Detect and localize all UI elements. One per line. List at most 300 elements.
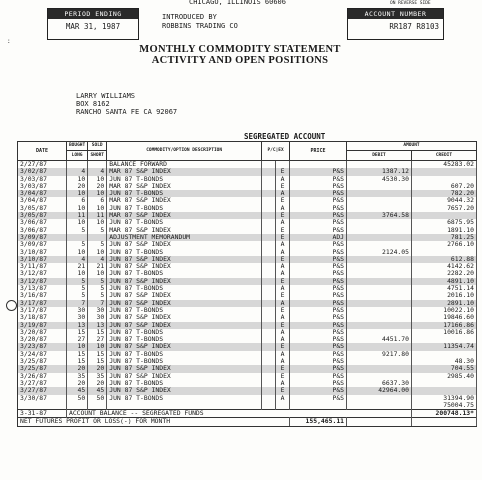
cell-debit (347, 292, 412, 299)
cell-long: 20 (66, 380, 87, 387)
cell-credit (411, 212, 476, 219)
cell-short: 7 (88, 300, 107, 307)
table-row (18, 387, 477, 394)
cell-price: P&S (290, 351, 347, 358)
cell-long: 15 (66, 358, 87, 365)
balance-desc: ACCOUNT BALANCE -- SEGREGATED FUNDS (66, 410, 411, 418)
cell-date: 3/13/87 (18, 285, 67, 292)
cell-ex (276, 161, 290, 169)
cell-long: 5 (66, 227, 87, 234)
period-box (47, 8, 139, 40)
cell-desc: JUN 87 T-BONDS (107, 380, 262, 387)
cell-desc: JUN 87 T-BONDS (107, 351, 262, 358)
cell-debit: 6637.30 (347, 380, 412, 387)
cell-credit: 10016.86 (411, 329, 476, 336)
cell-price: P&S (290, 256, 347, 263)
cell-pc (262, 278, 276, 285)
cell-debit (347, 329, 412, 336)
cell-pc (262, 395, 276, 402)
cell-long: 7 (66, 300, 87, 307)
cell-short (88, 161, 107, 169)
cell-debit (347, 161, 412, 169)
cell-ex: A (276, 263, 290, 270)
col-pcex: P/C|EX (262, 142, 290, 161)
cell-date: 3/11/87 (18, 263, 67, 270)
cell-desc: JUN 87 T-BONDS (107, 249, 262, 256)
cell-desc: JUN 87 S&P INDEX (107, 314, 262, 321)
cell-desc: BALANCE FORWARD (107, 161, 262, 169)
introducer-name: ROBBINS TRADING CO (162, 22, 238, 30)
cell-price: P&S (290, 300, 347, 307)
cell-credit: 704.55 (411, 365, 476, 372)
cell-ex: A (276, 241, 290, 248)
cell-desc: JUN 87 S&P INDEX (107, 387, 262, 394)
cell-date: 3/06/87 (18, 219, 67, 226)
cell-price: P&S (290, 314, 347, 321)
cell-date: 3/04/87 (18, 197, 67, 204)
reverse-note: ON REVERSE SIDE (390, 1, 431, 6)
cell-price (290, 161, 347, 169)
statement-rows (18, 161, 477, 410)
cell-ex: E (276, 168, 290, 175)
cell-desc: JUN 87 T-BONDS (107, 285, 262, 292)
cell-credit (411, 176, 476, 183)
cell-long (66, 234, 87, 241)
table-row (18, 322, 477, 329)
cell-desc: JUN 87 T-BONDS (107, 307, 262, 314)
cell-debit (347, 197, 412, 204)
cell-long: 45 (66, 387, 87, 394)
cell-desc: JUN 87 T-BONDS (107, 395, 262, 402)
balance-date: 3-31-87 (18, 410, 67, 418)
cell-date: 3/05/87 (18, 205, 67, 212)
cell-pc (262, 307, 276, 314)
cell-desc: JUN 87 S&P INDEX (107, 263, 262, 270)
cell-credit (411, 380, 476, 387)
cell-debit: 42964.00 (347, 387, 412, 394)
cell-desc: MAR 87 S&P INDEX (107, 168, 262, 175)
table-row (18, 205, 477, 212)
cell-credit (411, 387, 476, 394)
cell-short: 5 (88, 227, 107, 234)
cell-pc (262, 292, 276, 299)
cell-short: 10 (88, 219, 107, 226)
cell-pc (262, 249, 276, 256)
cell-debit (347, 183, 412, 190)
table-row (18, 336, 477, 343)
cell-debit: 3764.58 (347, 212, 412, 219)
cell-long: 5 (66, 241, 87, 248)
cell-desc (107, 402, 262, 410)
cell-credit: 607.20 (411, 183, 476, 190)
cell-pc (262, 256, 276, 263)
col-amount: AMOUNT (347, 142, 477, 151)
cell-ex: A (276, 380, 290, 387)
mailing-address (76, 92, 177, 116)
cell-price: P&S (290, 373, 347, 380)
cell-debit (347, 263, 412, 270)
cell-pc (262, 205, 276, 212)
table-row (18, 395, 477, 402)
cell-desc: JUN 87 T-BONDS (107, 329, 262, 336)
cell-debit (347, 307, 412, 314)
cell-debit (347, 205, 412, 212)
section-title: SEGREGATED ACCOUNT (244, 132, 326, 141)
cell-ex: E (276, 197, 290, 204)
cell-short: 10 (88, 190, 107, 197)
table-row (18, 197, 477, 204)
cell-ex: A (276, 336, 290, 343)
cell-long: 27 (66, 336, 87, 343)
cell-debit (347, 343, 412, 350)
cell-desc: ADJUSTMENT MEMORANDUM (107, 234, 262, 241)
cell-ex: E (276, 373, 290, 380)
cell-short: 15 (88, 358, 107, 365)
cell-pc (262, 300, 276, 307)
col-description: COMMODITY/OPTION DESCRIPTION (107, 142, 262, 161)
cell-desc: JUN 87 T-BONDS (107, 219, 262, 226)
cell-credit: 2766.10 (411, 241, 476, 248)
cell-credit: 9044.32 (411, 197, 476, 204)
cell-date: 3/30/87 (18, 395, 67, 402)
cell-short: 20 (88, 183, 107, 190)
cell-price: P&S (290, 365, 347, 372)
cell-price: P&S (290, 380, 347, 387)
table-row (18, 234, 477, 241)
col-date: DATE (18, 142, 67, 161)
cell-price: P&S (290, 285, 347, 292)
cell-credit: 75004.75 (411, 402, 476, 410)
cell-pc (262, 263, 276, 270)
cell-short: 10 (88, 205, 107, 212)
cell-price: P&S (290, 343, 347, 350)
title-line1: MONTHLY COMMODITY STATEMENT (139, 44, 341, 55)
cell-short: 30 (88, 307, 107, 314)
cell-desc: JUN 87 T-BONDS (107, 358, 262, 365)
cell-long: 10 (66, 343, 87, 350)
cell-date: 3/09/87 (18, 234, 67, 241)
cell-date: 3/18/87 (18, 314, 67, 321)
cell-pc (262, 322, 276, 329)
cell-date: 3/27/87 (18, 387, 67, 394)
cell-short: 10 (88, 343, 107, 350)
cell-price: P&S (290, 168, 347, 175)
cell-price: P&S (290, 190, 347, 197)
table-row (18, 285, 477, 292)
cell-price: ADJ (290, 234, 347, 241)
cell-date: 3/24/87 (18, 351, 67, 358)
table-row (18, 402, 477, 410)
cell-short: 10 (88, 249, 107, 256)
cell-short (88, 402, 107, 410)
cell-debit (347, 395, 412, 402)
cell-debit (347, 365, 412, 372)
cell-ex: A (276, 249, 290, 256)
cell-short: 4 (88, 256, 107, 263)
cell-debit (347, 241, 412, 248)
col-long: LONG (66, 151, 87, 161)
cell-long: 4 (66, 256, 87, 263)
cell-desc: JUN 87 S&P INDEX (107, 278, 262, 285)
table-row (18, 380, 477, 387)
cell-desc: JUN 87 T-BONDS (107, 270, 262, 277)
cell-ex: A (276, 314, 290, 321)
cell-credit: 48.30 (411, 358, 476, 365)
cell-price: P&S (290, 183, 347, 190)
table-row (18, 168, 477, 175)
cell-date: 3/20/87 (18, 336, 67, 343)
table-row (18, 219, 477, 226)
cell-long: 20 (66, 365, 87, 372)
cell-ex: E (276, 227, 290, 234)
cell-debit (347, 314, 412, 321)
cell-debit (347, 402, 412, 410)
cell-pc (262, 380, 276, 387)
tick-mark: : (7, 38, 11, 45)
cell-long: 5 (66, 278, 87, 285)
address-city: RANCHO SANTA FE CA 92067 (76, 108, 178, 116)
cell-ex: A (276, 219, 290, 226)
cell-credit: 6875.95 (411, 219, 476, 226)
cell-credit: 17166.86 (411, 322, 476, 329)
cell-desc: JUN 87 T-BONDS (107, 190, 262, 197)
cell-desc: MAR 87 S&P INDEX (107, 183, 262, 190)
cell-ex: A (276, 176, 290, 183)
cell-long: 4 (66, 168, 87, 175)
cell-price: P&S (290, 307, 347, 314)
table-row (18, 263, 477, 270)
cell-long: 5 (66, 292, 87, 299)
cell-long: 50 (66, 395, 87, 402)
cell-price: P&S (290, 292, 347, 299)
balance-credit: 200748.13* (411, 410, 476, 418)
table-row (18, 227, 477, 234)
cell-pc (262, 161, 276, 169)
cell-date: 3/19/87 (18, 322, 67, 329)
cell-long: 10 (66, 205, 87, 212)
table-row (18, 300, 477, 307)
cell-ex: E (276, 212, 290, 219)
cell-short: 10 (88, 176, 107, 183)
cell-long: 10 (66, 190, 87, 197)
table-row (18, 270, 477, 277)
cell-pc (262, 197, 276, 204)
table-row (18, 183, 477, 190)
cell-pc (262, 234, 276, 241)
table-row (18, 241, 477, 248)
cell-date: 3/06/87 (18, 227, 67, 234)
cell-price: P&S (290, 387, 347, 394)
cell-date: 3/23/87 (18, 343, 67, 350)
cell-short: 50 (88, 395, 107, 402)
cell-price: P&S (290, 219, 347, 226)
cell-short: 45 (88, 387, 107, 394)
cell-date: 3/17/87 (18, 300, 67, 307)
account-value: RR187 R8103 (389, 22, 439, 31)
cell-pc (262, 314, 276, 321)
cell-short: 6 (88, 197, 107, 204)
table-row (18, 249, 477, 256)
cell-ex (276, 402, 290, 410)
introducer-block (150, 0, 325, 31)
cell-credit (411, 249, 476, 256)
cell-ex: A (276, 358, 290, 365)
cell-desc: JUN 87 S&P INDEX (107, 300, 262, 307)
cell-credit (411, 351, 476, 358)
cell-credit: 612.88 (411, 256, 476, 263)
cell-pc (262, 351, 276, 358)
cell-price: P&S (290, 212, 347, 219)
cell-debit: 4451.70 (347, 336, 412, 343)
cell-long: 10 (66, 219, 87, 226)
cell-short: 27 (88, 336, 107, 343)
net-desc: NET FUTURES PROFIT OR LOSS(-) FOR MONTH (18, 418, 290, 426)
cell-desc: MAR 87 S&P INDEX (107, 212, 262, 219)
cell-date: 3/04/87 (18, 190, 67, 197)
cell-ex: A (276, 205, 290, 212)
cell-pc (262, 285, 276, 292)
cell-long: 35 (66, 373, 87, 380)
cell-pc (262, 336, 276, 343)
cell-desc: JUN 87 S&P INDEX (107, 256, 262, 263)
table-row (18, 351, 477, 358)
cell-ex: A (276, 351, 290, 358)
table-row (18, 176, 477, 183)
table-row (18, 212, 477, 219)
cell-long: 10 (66, 249, 87, 256)
col-sold: SOLD (88, 142, 107, 151)
cell-date: 3/10/87 (18, 249, 67, 256)
table-row (18, 343, 477, 350)
cell-short: 5 (88, 241, 107, 248)
cell-desc: JUN 87 S&P INDEX (107, 373, 262, 380)
cell-pc (262, 373, 276, 380)
table-row (18, 161, 477, 169)
cell-pc (262, 387, 276, 394)
account-box (347, 8, 444, 40)
cell-credit: 2016.10 (411, 292, 476, 299)
cell-long: 30 (66, 307, 87, 314)
cell-long (66, 161, 87, 169)
cell-credit (411, 168, 476, 175)
cell-credit: 781.25 (411, 234, 476, 241)
table-row (18, 307, 477, 314)
col-debit: DEBIT (347, 151, 412, 161)
cell-short: 13 (88, 322, 107, 329)
cell-credit: 2985.40 (411, 373, 476, 380)
cell-short: 15 (88, 329, 107, 336)
cell-ex: A (276, 270, 290, 277)
cell-short: 30 (88, 314, 107, 321)
table-row (18, 373, 477, 380)
cell-debit (347, 285, 412, 292)
cell-short: 20 (88, 365, 107, 372)
cell-debit (347, 300, 412, 307)
cell-date: 3/27/87 (18, 380, 67, 387)
table-row (18, 329, 477, 336)
cell-credit: 2282.20 (411, 270, 476, 277)
cell-ex: A (276, 395, 290, 402)
cell-credit: 4142.62 (411, 263, 476, 270)
cell-ex: E (276, 387, 290, 394)
cell-short: 35 (88, 373, 107, 380)
cell-long: 21 (66, 263, 87, 270)
cell-debit (347, 190, 412, 197)
cell-short: 10 (88, 270, 107, 277)
hole-punch-mark (6, 300, 17, 311)
cell-credit: 782.20 (411, 190, 476, 197)
cell-credit: 4751.14 (411, 285, 476, 292)
cell-date: 3/26/87 (18, 373, 67, 380)
cell-pc (262, 358, 276, 365)
cell-debit: 2124.05 (347, 249, 412, 256)
cell-price: P&S (290, 358, 347, 365)
cell-desc: JUN 87 S&P INDEX (107, 292, 262, 299)
cell-short: 20 (88, 380, 107, 387)
cell-desc: JUN 87 S&P INDEX (107, 365, 262, 372)
cell-long: 15 (66, 351, 87, 358)
cell-credit: 1891.10 (411, 227, 476, 234)
cell-desc: JUN 87 T-BONDS (107, 336, 262, 343)
cell-debit (347, 322, 412, 329)
cell-date: 3/02/87 (18, 168, 67, 175)
cell-credit: 4891.10 (411, 278, 476, 285)
cell-long: 5 (66, 285, 87, 292)
col-short: SHORT (88, 151, 107, 161)
cell-price: P&S (290, 270, 347, 277)
cell-desc: JUN 87 T-BONDS (107, 176, 262, 183)
cell-debit: 4530.30 (347, 176, 412, 183)
cell-pc (262, 212, 276, 219)
period-value: MAR 31, 1987 (65, 22, 121, 31)
cell-debit (347, 270, 412, 277)
account-label: ACCOUNT NUMBER (348, 9, 443, 19)
title-line2: ACTIVITY AND OPEN POSITIONS (151, 55, 329, 66)
cell-credit: 7657.20 (411, 205, 476, 212)
cell-price: P&S (290, 322, 347, 329)
cell-date: 3/12/87 (18, 278, 67, 285)
city-line: CHICAGO, ILLINOIS 60606 (189, 0, 286, 6)
cell-long: 10 (66, 176, 87, 183)
cell-short: 15 (88, 351, 107, 358)
cell-date: 3/25/87 (18, 358, 67, 365)
cell-date: 3/09/87 (18, 241, 67, 248)
cell-price: P&S (290, 241, 347, 248)
table-row (18, 292, 477, 299)
cell-debit (347, 373, 412, 380)
table-row (18, 314, 477, 321)
cell-credit: 11354.74 (411, 343, 476, 350)
cell-long: 20 (66, 183, 87, 190)
cell-credit: 31394.90 (411, 395, 476, 402)
cell-ex: E (276, 234, 290, 241)
table-row (18, 256, 477, 263)
cell-date: 3/03/87 (18, 183, 67, 190)
cell-date: 3/10/87 (18, 256, 67, 263)
table-row (18, 358, 477, 365)
cell-ex: A (276, 329, 290, 336)
cell-date: 3/05/87 (18, 212, 67, 219)
cell-debit (347, 358, 412, 365)
cell-long: 15 (66, 329, 87, 336)
cell-price: P&S (290, 205, 347, 212)
cell-ex: E (276, 256, 290, 263)
cell-pc (262, 183, 276, 190)
cell-ex: E (276, 365, 290, 372)
cell-long (66, 402, 87, 410)
cell-debit: 1387.12 (347, 168, 412, 175)
cell-pc (262, 270, 276, 277)
